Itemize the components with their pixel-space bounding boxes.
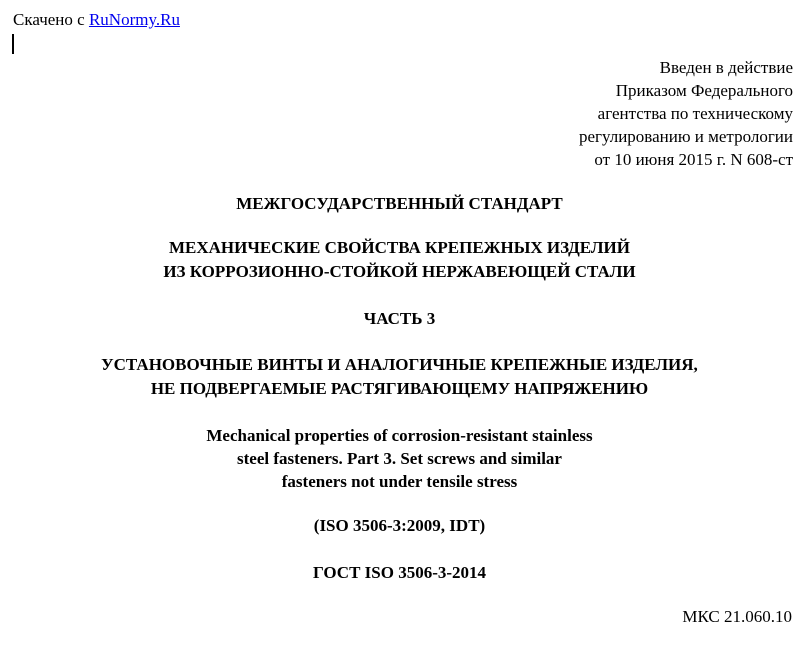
mks-code: МКС 21.060.10 [682,607,792,626]
standard-title [0,236,799,284]
standard-type-heading: МЕЖГОСУДАРСТВЕННЫЙ СТАНДАРТ [236,194,563,213]
gost-number: ГОСТ ISO 3506-3-2014 [312,563,487,582]
title-line: ИЗ КОРРОЗИОННО-СТОЙКОЙ НЕРЖАВЕЮЩЕЙ СТАЛИ [163,262,636,281]
enactment-line: Приказом Федерального [615,81,793,100]
iso-reference: (ISO 3506-3:2009, IDT) [313,516,486,535]
enactment-block [579,56,793,171]
part-heading: ЧАСТЬ 3 [363,309,436,328]
subtitle-line: НЕ ПОДВЕРГАЕМЫЕ РАСТЯГИВАЮЩЕМУ НАПРЯЖЕНИЮ [150,379,649,398]
download-prefix: Скачено с [13,10,89,29]
part-subtitle [0,353,799,401]
enactment-line: регулированию и метрологии [578,127,793,146]
enactment-line: агентства по техническому [597,104,793,123]
english-title-line: Mechanical properties of corrosion-resistant stainless [206,426,593,445]
subtitle-line: УСТАНОВОЧНЫЕ ВИНТЫ И АНАЛОГИЧНЫЕ КРЕПЕЖНЫЕ ИЗДЕЛИЯ, [101,355,698,374]
runormy-link[interactable]: RuNormy.Ru [88,10,180,29]
title-line: МЕХАНИЧЕСКИЕ СВОЙСТВА КРЕПЕЖНЫХ ИЗДЕЛИЙ [168,238,631,257]
enactment-line: от 10 июня 2015 г. N 608-ст [594,150,793,169]
enactment-line: Введен в действие [659,58,793,77]
english-title-line: steel fasteners. Part 3. Set screws and similar [237,449,562,468]
download-source-line [13,9,180,31]
english-title [0,424,799,493]
english-title-line: fasteners not under tensile stress [281,472,518,491]
text-cursor [12,34,14,54]
